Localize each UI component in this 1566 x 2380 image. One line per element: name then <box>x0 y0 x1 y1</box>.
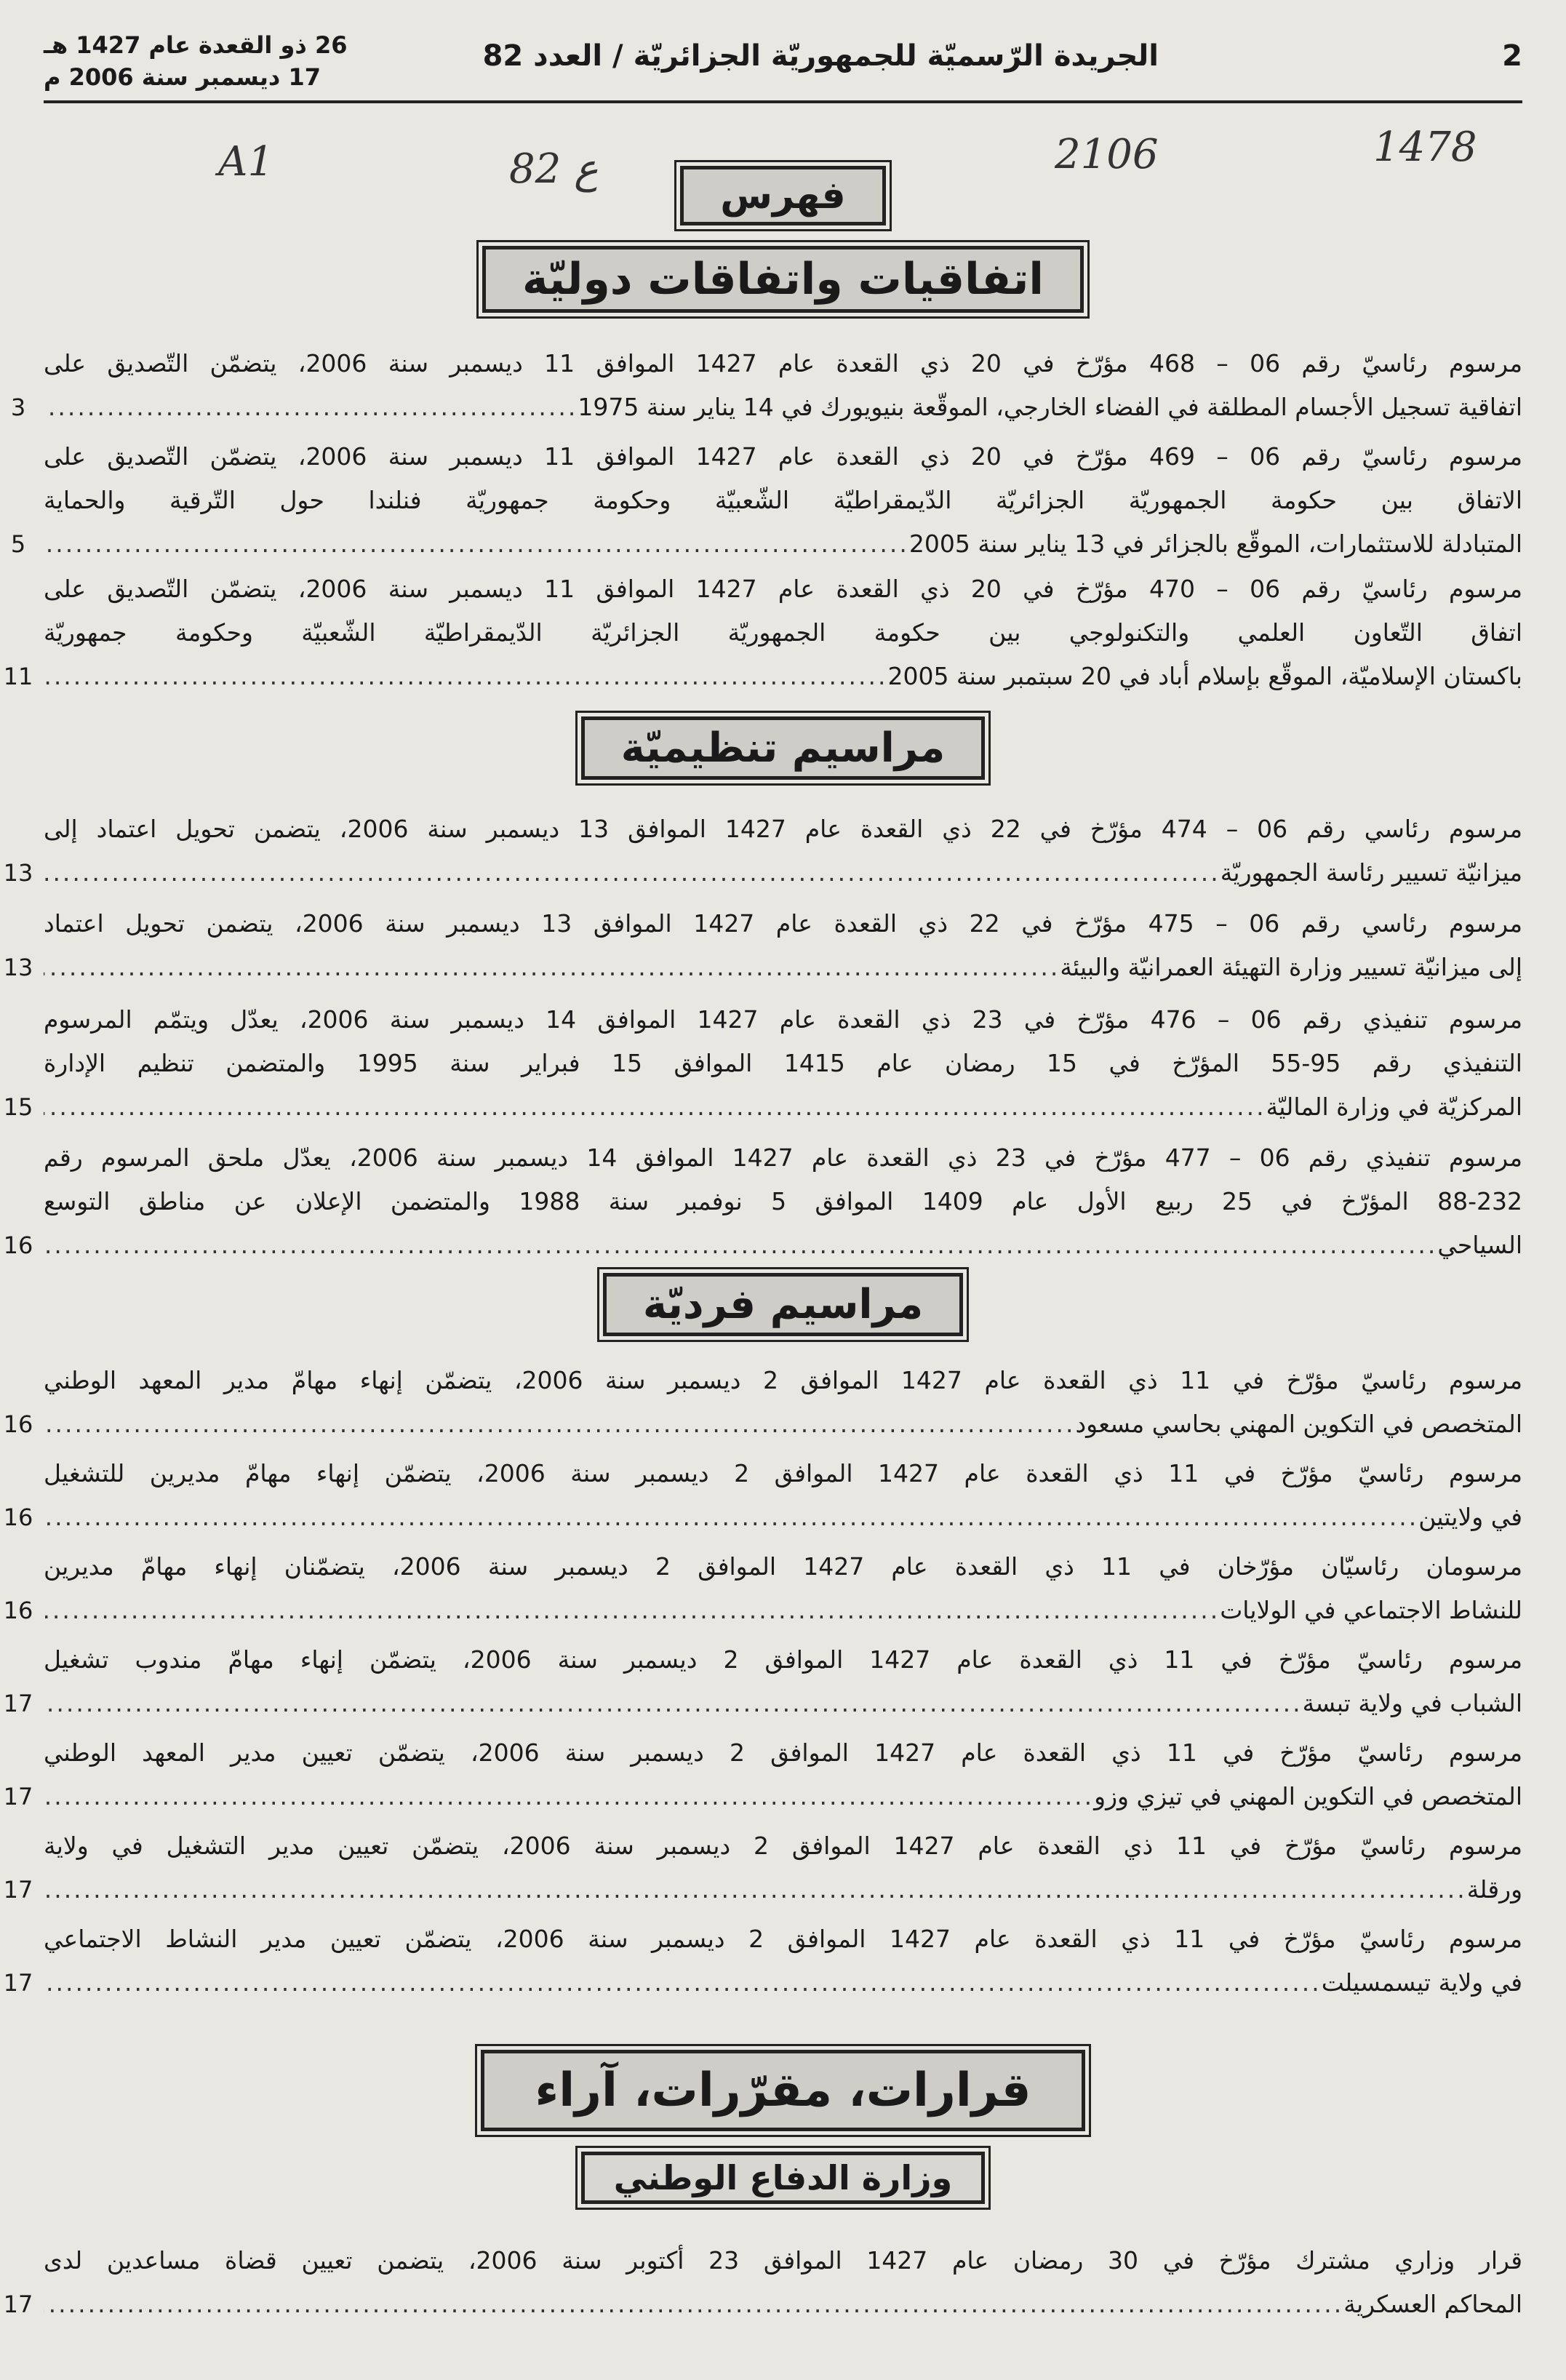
index-entry: مرسوم تنفيذي رقم 06 – 477 مؤرّخ في 23 ذي القعدة عام 1427 الموافق 14 ديسمبر سنة 2006، يعدّل ملحق المرسوم رقم 88-232 المؤرّخ في 25 ربيع الأول عام 1409 الموافق 5 نوفمبر سنة 1988 والمتضمن الإعلان عن مناطق التوسع السياحي ..... 16 <box>44 1136 1522 1267</box>
handwritten-note-a: 1478 <box>1373 124 1477 171</box>
section-title-intl: اتفاقيات واتفاقات دوليّة <box>482 246 1084 313</box>
entry-page-number: 3 <box>10 394 26 421</box>
section-decisions <box>0 2050 1566 2131</box>
index-entry: مرسوم رئاسيّ رقم 06 – 470 مؤرّخ في 20 ذي القعدة عام 1427 الموافق 11 ديسمبر سنة 2006، يتضمّن التّصديق على اتفاق التّعاون العلمي والتكنولوجي بين حكومة الجمهوريّة الجزائريّة الدّيمقراطيّة الشّعبيّة وحكومة جمهوريّة باكستان الإسلاميّة، الموقّع بإسلام أباد في 20 سبتمبر سنة 2005 ..... 11 <box>44 567 1522 698</box>
index-entry: مرسوم رئاسيّ مؤرّخ في 11 ذي القعدة عام 1427 الموافق 2 ديسمبر سنة 2006، يتضمّن إنهاء مهامّ مديرين للتشغيل في ولايتين ..... 16 <box>44 1452 1522 1539</box>
entry-page-number: 13 <box>3 859 33 887</box>
section-regulatory <box>0 716 1566 780</box>
entry-page-number: 13 <box>3 954 33 981</box>
entry-page-number: 17 <box>3 1783 33 1810</box>
header-rule <box>44 100 1522 103</box>
entry-page-number: 16 <box>3 1597 33 1624</box>
header-date-gregorian: 17 ديسمبر سنة 2006 م <box>44 63 321 91</box>
page-number: 2 <box>1502 39 1522 73</box>
index-entry: مرسومان رئاسيّان مؤرّخان في 11 ذي القعدة عام 1427 الموافق 2 ديسمبر سنة 2006، يتضمّنان إنهاء مهامّ مديرين للنشاط الاجتماعي في الولايات ..... 16 <box>44 1545 1522 1632</box>
section-ministry-defense <box>0 2152 1566 2204</box>
index-entry: مرسوم رئاسيّ مؤرّخ في 11 ذي القعدة عام 1427 الموافق 2 ديسمبر سنة 2006، يتضمّن تعيين مدير النشاط الاجتماعي في ولاية تيسمسيلت ..... 17 <box>44 1917 1522 2005</box>
entry-page-number: 15 <box>3 1093 33 1121</box>
section-index <box>0 166 1566 225</box>
section-intl <box>0 246 1566 313</box>
entry-page-number: 5 <box>10 530 26 558</box>
section-title-decisions: قرارات، مقرّرات، آراء <box>481 2050 1086 2131</box>
index-entry: مرسوم رئاسيّ مؤرّخ في 11 ذي القعدة عام 1427 الموافق 2 ديسمبر سنة 2006، يتضمّن إنهاء مهامّ مدير المعهد الوطني المتخصص في التكوين المهني بحاسي مسعود ..... 16 <box>44 1359 1522 1446</box>
index-entry: مرسوم رئاسيّ رقم 06 – 468 مؤرّخ في 20 ذي القعدة عام 1427 الموافق 11 ديسمبر سنة 2006، يتضمّن التّصديق على اتفاقية تسجيل الأجسام المطلقة في الفضاء الخارجي، الموقّعة بنيويورك في 14 يناير سنة 1975 ..... 3 <box>44 342 1522 429</box>
entry-page-number: 16 <box>3 1231 33 1259</box>
entry-page-number: 17 <box>3 1690 33 1717</box>
section-title-regulatory: مراسيم تنظيميّة <box>581 716 986 780</box>
entry-page-number: 17 <box>3 1969 33 1997</box>
handwritten-note-d: A1 <box>218 138 274 185</box>
index-entry: مرسوم رئاسي رقم 06 – 474 مؤرّخ في 22 ذي القعدة عام 1427 الموافق 13 ديسمبر سنة 2006، يتضمن تحويل اعتماد إلى ميزانيّة تسيير رئاسة الجمهوريّة ..... 13 <box>44 807 1522 895</box>
section-title-index: فهرس <box>680 166 885 225</box>
header-date <box>44 29 348 93</box>
section-title-ministry-defense: وزارة الدفاع الوطني <box>581 2152 985 2204</box>
section-individual <box>0 1273 1566 1336</box>
entry-page-number: 17 <box>3 2291 33 2318</box>
page-header <box>44 29 1522 95</box>
entry-page-number: 16 <box>3 1504 33 1531</box>
index-entry: مرسوم رئاسي رقم 06 – 475 مؤرّخ في 22 ذي القعدة عام 1427 الموافق 13 ديسمبر سنة 2006، يتضمن تحويل اعتماد إلى ميزانيّة تسيير وزارة التهيئة العمرانيّة والبيئة ..... 13 <box>44 902 1522 989</box>
handwritten-note-c: 82 ع <box>509 145 599 193</box>
section-title-individual: مراسيم فرديّة <box>603 1273 963 1336</box>
index-entry: مرسوم رئاسيّ مؤرّخ في 11 ذي القعدة عام 1427 الموافق 2 ديسمبر سنة 2006، يتضمّن إنهاء مهامّ مندوب تشغيل الشباب في ولاية تبسة ..... 17 <box>44 1638 1522 1725</box>
gazette-title: الجريدة الرّسميّة للجمهوريّة الجزائريّة / العدد 82 <box>482 39 1159 73</box>
index-entry: قرار وزاري مشترك مؤرّخ في 30 رمضان عام 1427 الموافق 23 أكتوبر سنة 2006، يتضمن تعيين قضاة مساعدين لدى المحاكم العسكرية ..... 17 <box>44 2239 1522 2326</box>
entry-page-number: 16 <box>3 1410 33 1438</box>
entry-page-number: 11 <box>3 663 33 690</box>
index-entry: مرسوم رئاسيّ مؤرّخ في 11 ذي القعدة عام 1427 الموافق 2 ديسمبر سنة 2006، يتضمّن تعيين مدير التشغيل في ولاية ورقلة ..... 17 <box>44 1824 1522 1912</box>
header-date-hijri: 26 ذو القعدة عام 1427 هـ <box>44 31 348 59</box>
handwritten-note-b: 2106 <box>1055 131 1159 178</box>
index-entry: مرسوم تنفيذي رقم 06 – 476 مؤرّخ في 23 ذي القعدة عام 1427 الموافق 14 ديسمبر سنة 2006، يعدّل ويتمّم المرسوم التنفيذي رقم 95-55 المؤرّخ في 15 رمضان عام 1415 الموافق 15 فبراير سنة 1995 والمتضمن تنظيم الإدارة المركزيّة في وزارة الماليّة ..... 15 <box>44 998 1522 1129</box>
entry-page-number: 17 <box>3 1876 33 1904</box>
index-entry: مرسوم رئاسيّ رقم 06 – 469 مؤرّخ في 20 ذي القعدة عام 1427 الموافق 11 ديسمبر سنة 2006، يتضمّن التّصديق على الاتفاق بين حكومة الجمهوريّة الجزائريّة الدّيمقراطيّة الشّعبيّة وحكومة جمهوريّة فنلندا حول التّرقية والحماية المتبادلة للاستثمارات، الموقّع بالجزائر في 13 يناير سنة 2005 ..... 5 <box>44 435 1522 566</box>
index-entry: مرسوم رئاسيّ مؤرّخ في 11 ذي القعدة عام 1427 الموافق 2 ديسمبر سنة 2006، يتضمّن تعيين مدير المعهد الوطني المتخصص في التكوين المهني في تيزي وزو ..... 17 <box>44 1731 1522 1818</box>
